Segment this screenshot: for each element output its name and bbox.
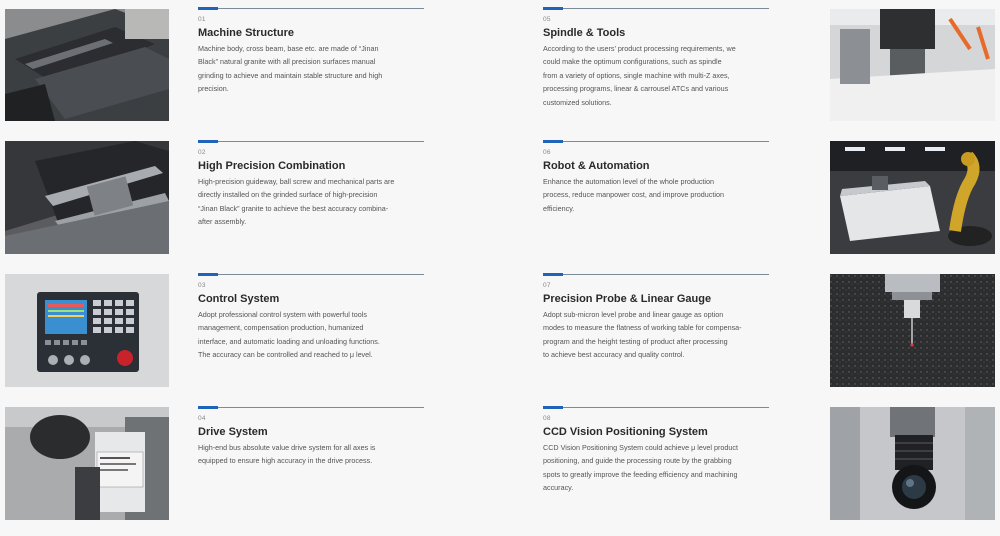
photo-spindle-tools (830, 9, 995, 121)
feature-description: Adopt professional control system with powerful tools management, compensation production, humanized interface, and automatic loading and unloading functions. The accuracy can be controlled and reached to μ level. (198, 310, 380, 360)
feature-title: CCD Vision Positioning System (543, 426, 708, 438)
photo-probe-gauge (830, 274, 995, 387)
feature-precision-probe (543, 274, 775, 362)
feature-divider (198, 407, 424, 408)
photo-robot-automation (830, 141, 995, 254)
photo-servo-drive (5, 407, 169, 520)
feature-description: Adopt sub-micron level probe and linear gauge as option modes to measure the flatness of working table for compensa- program and the height testing of product after processing to achieve best accuracy and quality control. (543, 310, 742, 360)
feature-divider (198, 141, 424, 142)
feature-drive-system (198, 407, 430, 468)
feature-title: Robot & Automation (543, 160, 650, 172)
feature-divider (198, 8, 424, 9)
feature-number: 08 (543, 415, 551, 422)
feature-divider (543, 407, 769, 408)
feature-number: 01 (198, 16, 206, 23)
feature-number: 02 (198, 149, 206, 156)
feature-machine-structure (198, 8, 430, 96)
feature-title: Drive System (198, 426, 268, 438)
feature-title: Precision Probe & Linear Gauge (543, 293, 712, 305)
feature-control-system (198, 274, 430, 362)
feature-number: 04 (198, 415, 206, 422)
feature-title: Control System (198, 293, 280, 305)
feature-description: According to the users’ product processing requirements, we could make the optimum configurations, such as spindle from a variety of options, single machine with multi-Z axes, processing programs, linear & carrousel ATCs and various customized solutions. (543, 44, 736, 107)
feature-description: High-precision guideway, ball screw and mechanical parts are directly installed on the grinded surface of high-precision “Jinan Black” granite to achieve the best accuracy combina- after assembly. (198, 177, 395, 227)
feature-title: Spindle & Tools (543, 27, 626, 39)
feature-spindle-tools (543, 8, 775, 109)
photo-cnc-control-panel (5, 274, 169, 387)
feature-ccd-vision (543, 407, 775, 495)
feature-title: High Precision Combination (198, 160, 346, 172)
feature-description: CCD Vision Positioning System could achieve μ level product positioning, and guide the processing route by the grabbing spots to greatly improve the feeding efficiency and machining accuracy. (543, 443, 738, 493)
feature-description: Machine body, cross beam, base etc. are made of “Jinan Black” natural granite with all precision surfaces manual grinding to achieve and maintain stable structure and high precision. (198, 44, 383, 94)
feature-divider (543, 8, 769, 9)
photo-precision-guideway (5, 141, 169, 254)
feature-number: 07 (543, 282, 551, 289)
feature-robot-automation (543, 141, 775, 215)
feature-divider (543, 141, 769, 142)
feature-number: 06 (543, 149, 551, 156)
feature-divider (198, 274, 424, 275)
feature-title: Machine Structure (198, 27, 294, 39)
feature-number: 05 (543, 16, 551, 23)
feature-description: Enhance the automation level of the whole production process, reduce manpower cost, and improve production efficiency. (543, 177, 724, 213)
feature-divider (543, 274, 769, 275)
photo-machine-structure (5, 9, 169, 121)
feature-description: High-end bus absolute value drive system for all axes is equipped to ensure high accuracy in the drive process. (198, 443, 376, 466)
feature-high-precision-combination (198, 141, 430, 229)
feature-number: 03 (198, 282, 206, 289)
photo-ccd-camera (830, 407, 995, 520)
